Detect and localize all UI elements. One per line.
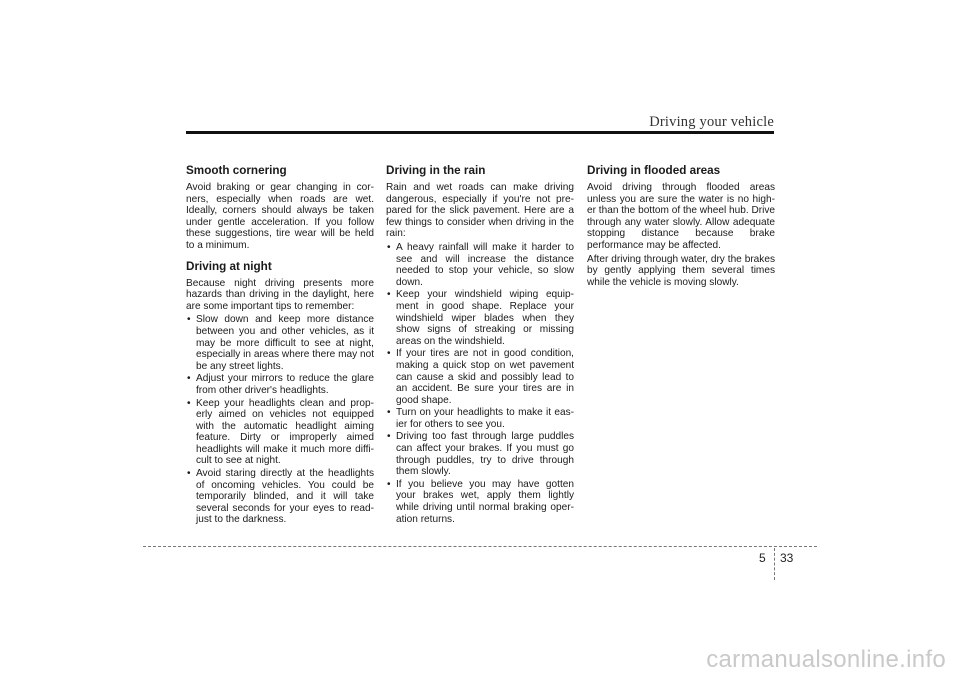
heading-driving-at-night: Driving at night bbox=[186, 259, 272, 273]
bullet-list bbox=[186, 314, 374, 526]
column-2 bbox=[386, 164, 574, 526]
list-item: • Turn on your headlights to make it eas-ier for others to see you. bbox=[386, 407, 574, 430]
paragraph: Avoid braking or gear changing in cor-ners, especially when roads are wet. Ideally, corners should always be taken under gentle acceleration. If you follow these suggestions, tire wear will be held to a minimum. bbox=[186, 182, 374, 251]
paragraph: Rain and wet roads can make driving dangerous, especially if you're not pre-pared for the slick pavement. Here are a few things to consider when driving in the rain: bbox=[386, 182, 574, 240]
bullet-list bbox=[386, 242, 574, 525]
section-title: Driving your vehicle bbox=[649, 114, 774, 130]
list-item: • Adjust your mirrors to reduce the glare from other driver's headlights. bbox=[186, 373, 374, 396]
list-item: • Driving too fast through large puddles can affect your brakes. If you must go through puddles, try to drive through them slowly. bbox=[386, 431, 574, 477]
list-item: • Keep your windshield wiping equip-ment in good shape. Replace your windshield wiper blades when they show signs of streaking or missing areas on the windshield. bbox=[386, 289, 574, 347]
heading-driving-in-rain: Driving in the rain bbox=[386, 164, 486, 177]
paragraph: Avoid driving through flooded areas unless you are sure the water is no high-er than the bottom of the wheel hub. Drive through any water slowly. Allow adequate stopping distance because brake performance may be affected. bbox=[587, 182, 775, 251]
header-rule bbox=[186, 131, 774, 134]
column-1 bbox=[186, 164, 374, 527]
footer-rule bbox=[143, 546, 817, 547]
list-item: • If your tires are not in good condition, making a quick stop on wet pavement can cause a skid and possibly lead to an accident. Be sure your tires are in good shape. bbox=[386, 348, 574, 406]
chapter-number: 5 bbox=[759, 551, 766, 565]
list-item: • Avoid staring directly at the headlights of oncoming vehicles. You could be temporarily blinded, and it will take several seconds for your eyes to read-just to the darkness. bbox=[186, 468, 374, 526]
list-item: • If you believe you may have gotten your brakes wet, apply them lightly while driving until normal braking oper-ation returns. bbox=[386, 479, 574, 525]
watermark: carmanualsonline.info bbox=[706, 646, 946, 673]
list-item: • Slow down and keep more distance between you and other vehicles, as it may be more difficult to see at night, especially in areas where there may not be any street lights. bbox=[186, 314, 374, 372]
list-item: • Keep your headlights clean and prop-erly aimed on vehicles not equipped with the automatic headlight aiming feature. Dirty or improperly aimed headlights will make it much more diffi-cult to see at night. bbox=[186, 398, 374, 468]
page-number: 33 bbox=[780, 551, 794, 565]
footer-divider bbox=[774, 548, 775, 580]
list-item: • A heavy rainfall will make it harder to see and will increase the distance needed to stop your vehicle, so slow down. bbox=[386, 242, 574, 288]
column-3 bbox=[587, 164, 775, 290]
heading-smooth-cornering: Smooth cornering bbox=[186, 164, 287, 177]
paragraph: Because night driving presents more hazards than driving in the daylight, here are some important tips to remember: bbox=[186, 277, 374, 312]
paragraph: After driving through water, dry the brakes by gently applying them several times while the vehicle is moving slowly. bbox=[587, 253, 775, 288]
heading-driving-in-flooded-areas: Driving in flooded areas bbox=[587, 164, 721, 177]
